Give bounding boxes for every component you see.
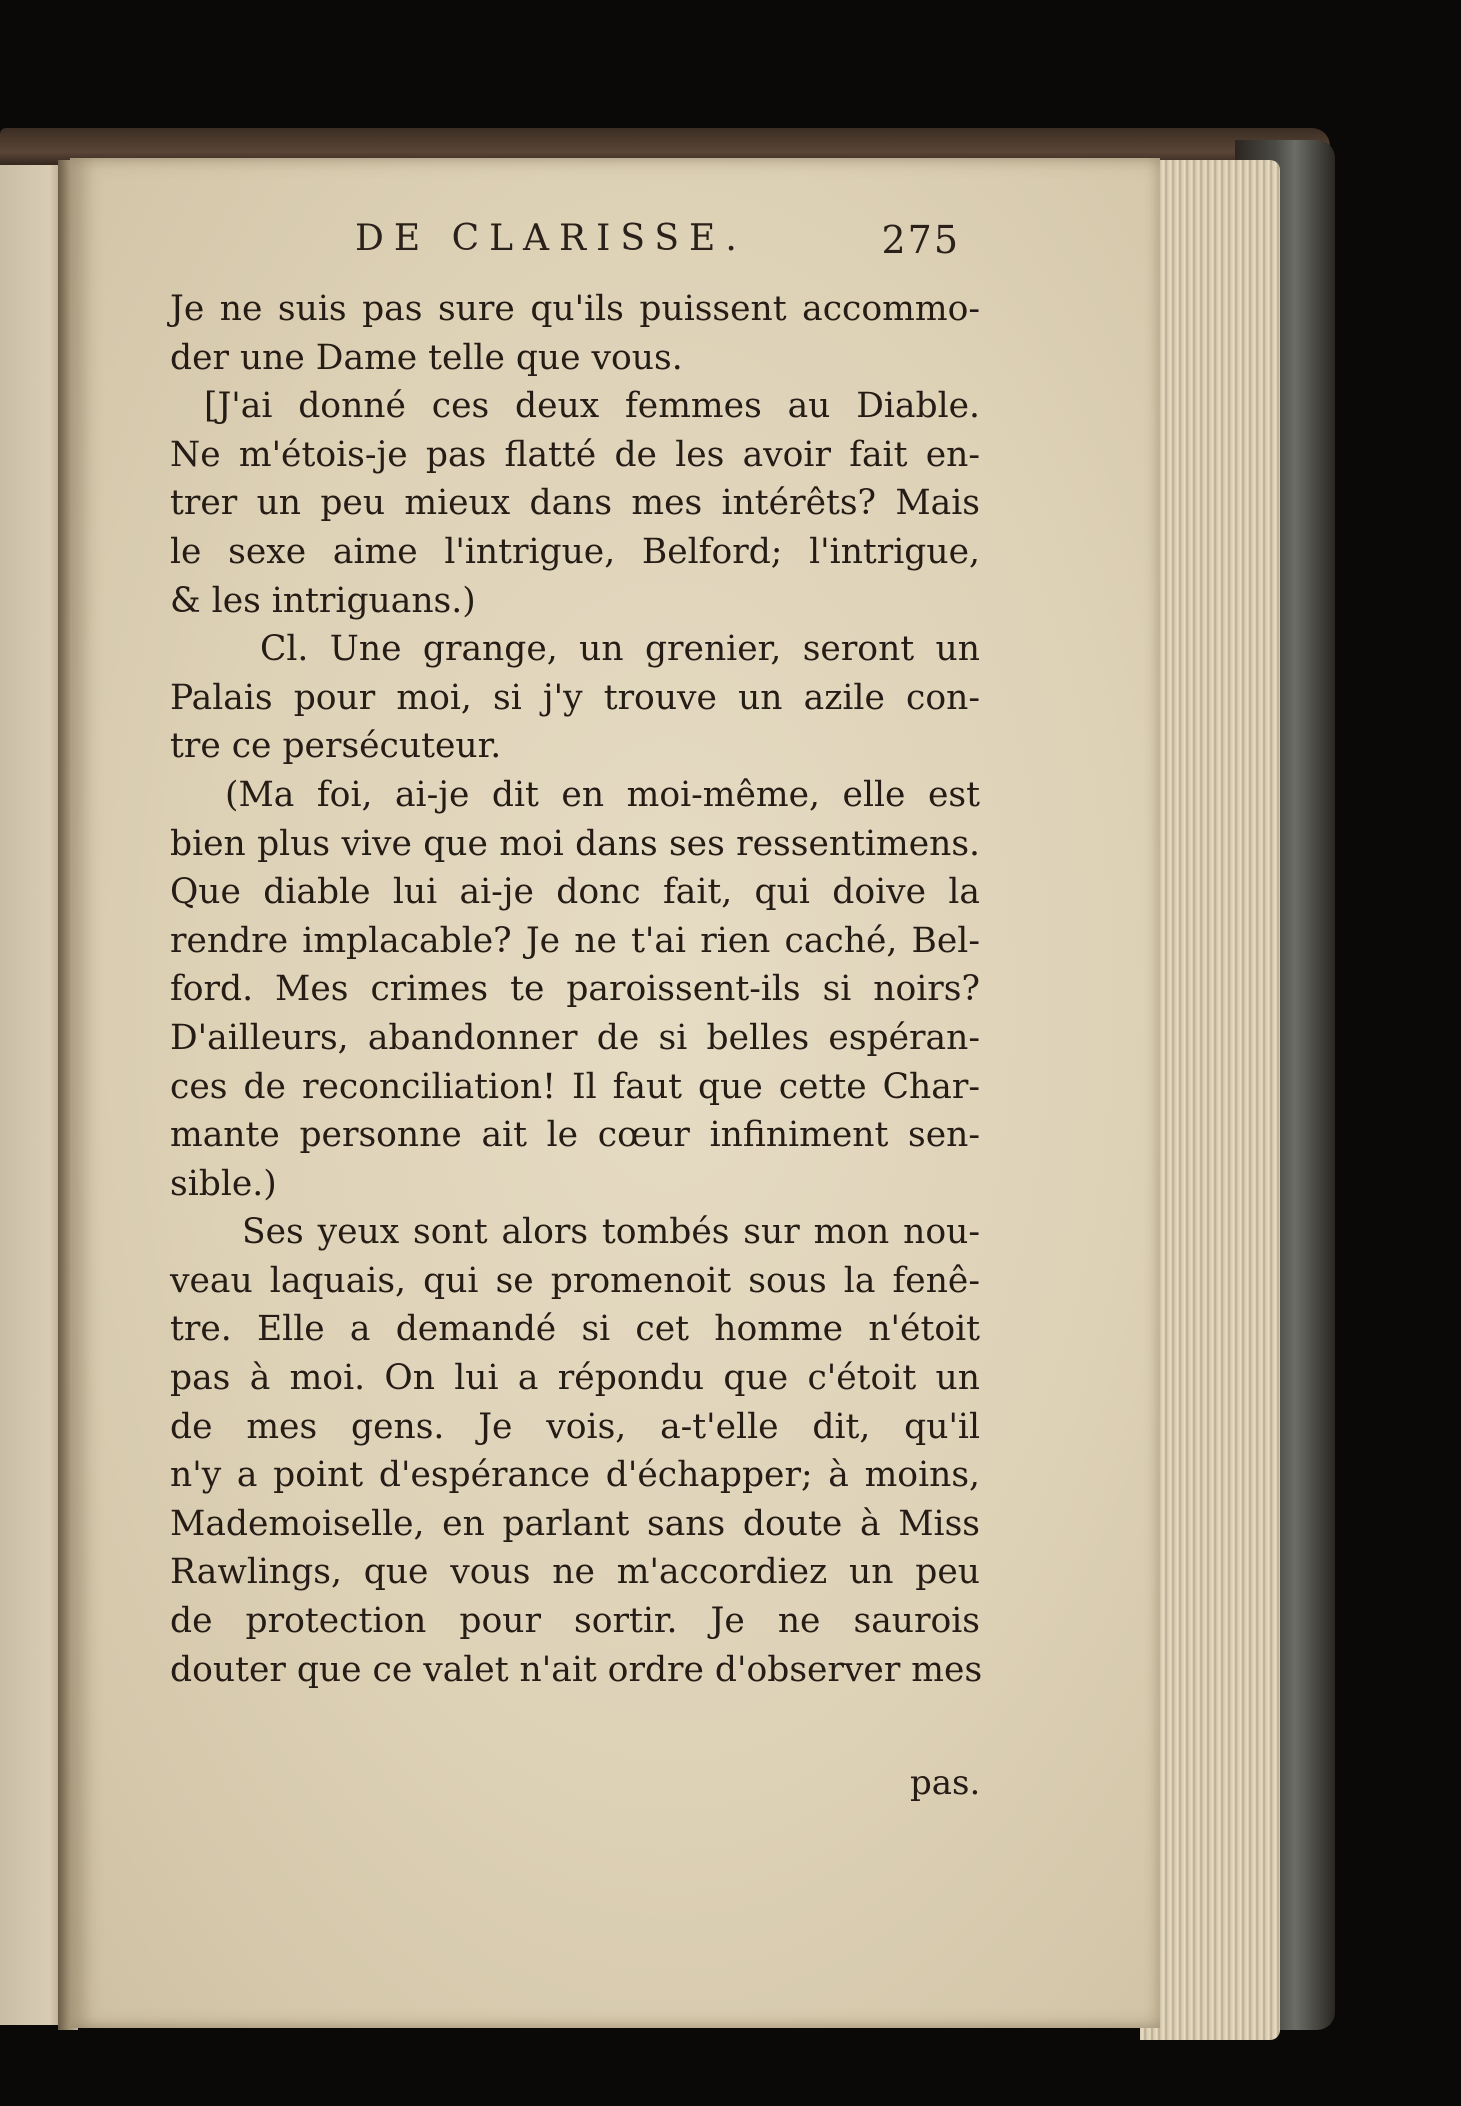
text-line: de protection pour sortir. Je ne saurois	[170, 1601, 980, 1642]
text-line: der une Dame telle que vous.	[170, 337, 683, 378]
text-line: Ses yeux sont alors tombés sur mon nou-	[242, 1212, 980, 1253]
text-line: n'y a point d'espérance d'échapper; à moins,	[170, 1455, 980, 1496]
text-line: le sexe aime l'intrigue, Belford; l'intrigue,	[170, 531, 980, 572]
catchword: pas.	[910, 1763, 981, 1803]
text-line: mante personne ait le cœur infiniment sen-	[170, 1115, 980, 1156]
text-line: ford. Mes crimes te paroissent-ils si noirs?	[170, 969, 980, 1010]
text-line: trer un peu mieux dans mes intérêts? Mais	[170, 483, 980, 524]
text-line: tre ce persécuteur.	[170, 726, 502, 767]
text-line: rendre implacable? Je ne t'ai rien caché, Bel-	[170, 920, 980, 961]
text-line: [J'ai donné ces deux femmes au Diable.	[204, 386, 980, 427]
text-line: Rawlings, que vous ne m'accordiez un peu	[170, 1552, 980, 1593]
running-title: DE CLARISSE.	[355, 218, 747, 259]
body-text	[170, 285, 983, 1694]
text-line: douter que ce valet n'ait ordre d'observer mes	[170, 1649, 983, 1690]
text-line: (Ma foi, ai-je dit en moi-même, elle est	[225, 774, 980, 815]
page-edges	[1140, 160, 1280, 2040]
text-line: D'ailleurs, abandonner de si belles espéran-	[170, 1017, 980, 1058]
page-number: 275	[881, 218, 960, 262]
text-line: & les intriguans.)	[170, 580, 476, 621]
text-line: Que diable lui ai-je donc fait, qui doive la	[170, 872, 980, 913]
text-line: Mademoiselle, en parlant sans doute à Miss	[170, 1503, 980, 1544]
text-line: pas à moi. On lui a répondu que c'étoit un	[170, 1358, 980, 1399]
text-line: tre. Elle a demandé si cet homme n'étoit	[170, 1309, 980, 1350]
text-line: de mes gens. Je vois, a-t'elle dit, qu'il	[170, 1406, 980, 1447]
text-line: veau laquais, qui se promenoit sous la fenê-	[170, 1260, 980, 1301]
text-line: Palais pour moi, si j'y trouve un azile con-	[170, 677, 980, 718]
text-line: Cl. Une grange, un grenier, seront un	[260, 629, 980, 670]
text-line: bien plus vive que moi dans ses ressentimens.	[170, 823, 980, 864]
text-line: ces de reconciliation! Il faut que cette Char-	[170, 1066, 980, 1107]
text-line: sible.)	[170, 1163, 277, 1204]
text-line: Je ne suis pas sure qu'ils puissent accommo-	[170, 289, 980, 329]
running-head	[355, 218, 975, 268]
text-line: Ne m'étois-je pas flatté de les avoir fait en-	[170, 434, 980, 475]
